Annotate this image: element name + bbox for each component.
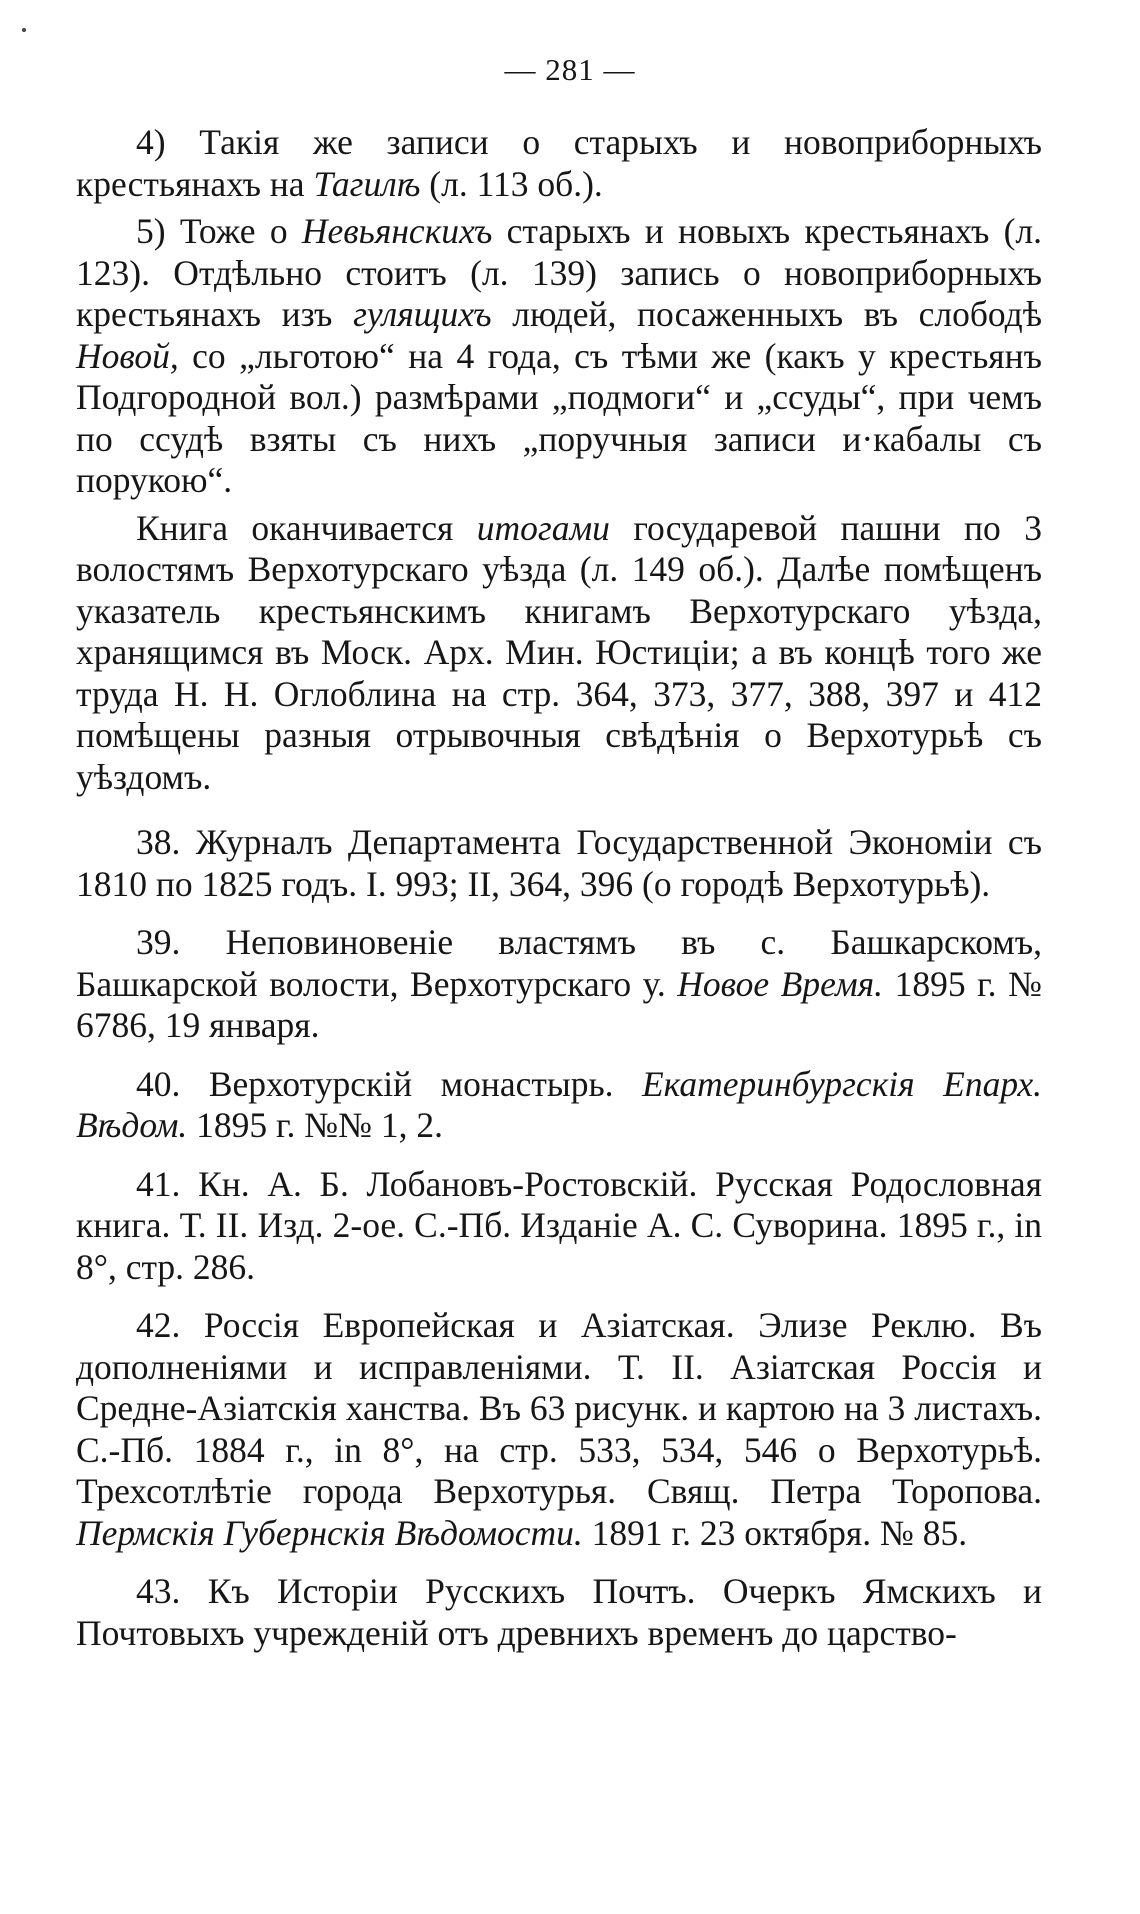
text-run: 41. Кн. А. Б. Лобановъ-Ростовскій. Русская Родословная книга. Т. II. Изд. 2-ое. С.-Пб. Изданіе А. С. Суворина. 1895 г., in 8°, стр. 286.: [76, 1163, 1042, 1287]
text-run: 43. Къ Исторіи Русскихъ Почтъ. Очеркъ Ямскихъ и Почтовыхъ учрежденій отъ древнихъ временъ до царство-: [76, 1571, 1042, 1653]
bibliography-entry-42: [76, 1305, 1042, 1554]
text-run: 1891 г. 23 октября. № 85.: [582, 1512, 968, 1553]
stray-ink-dot: [22, 28, 26, 32]
text-run: 4) Такія же записи о старыхъ и новоприборныхъ крестьянахъ на: [76, 122, 1042, 204]
paragraph-item-5: [76, 211, 1042, 502]
bibliography-entry-41: [76, 1164, 1042, 1289]
bibliography-entry-40: [76, 1064, 1042, 1147]
text-run: со „льготою“ на 4 года, съ тѣми же (какъ у крестьянъ Подгородной вол.) размѣрами „подмоги“ и „ссуды“, при чемъ по ссудѣ взяты съ нихъ „поручныя записи и·кабалы съ порукою“.: [76, 335, 1042, 500]
italic-source-title: Новое Время.: [677, 963, 884, 1004]
italic-place-name: Новой,: [76, 335, 179, 376]
italic-source-title: Пермскія Губернскія Вѣдомости.: [76, 1512, 583, 1553]
italic-term: гулящихъ: [353, 294, 492, 334]
italic-place-name: Невьянскихъ: [301, 211, 493, 251]
text-run: 39. Неповиновеніе властямъ въ с. Башкарскомъ, Башкарской волости, Верхотурскаго у.: [76, 922, 1042, 1004]
italic-term: итогами: [476, 507, 610, 548]
text-run: 42. Россія Европейская и Азіатская. Элизе Реклю. Въ дополненіями и исправленіями. Т. II. Азіатская Россія и Средне-Азіатскія ханства. Въ 63 рисунк. и картою на 3 листахъ. С.-Пб. 1884 г., in 8°, на стр. 533, 534, 546 о Верхотурьѣ. Трехсотлѣтіе города Верхотурья. Свящ. Петра Торопова.: [76, 1305, 1042, 1511]
italic-place-name: Тагилѣ: [313, 163, 421, 204]
text-run: 5) Тоже о: [136, 211, 302, 251]
text-run: людей, посаженныхъ въ слободѣ: [491, 294, 1042, 334]
text-run: Книга оканчивается: [136, 507, 477, 548]
bibliography-entry-38: [76, 822, 1042, 905]
text-run: 38. Журналъ Департамента Государственной Экономіи съ 1810 по 1825 годъ. I. 993; II, 364, 396 (о городѣ Верхотурьѣ).: [76, 822, 1042, 904]
bibliography-entry-43: [76, 1571, 1042, 1654]
page-number: — 281 —: [504, 52, 636, 87]
text-run: 1895 г. № 6786, 19 января.: [76, 963, 1042, 1045]
text-run: государевой пашни по 3 волостямъ Верхотурскаго уѣзда (л. 149 об.). Далѣе помѣщенъ указатель крестьянскимъ книгамъ Верхотурскаго уѣзда, хранящимся въ Моск. Арх. Мин. Юстиціи; а въ концѣ того же труда Н. Н. Оглоблина на стр. 364, 373, 377, 388, 397 и 412 помѣщены разныя отрывочныя свѣдѣнія о Верхотурьѣ съ уѣздомъ.: [76, 507, 1042, 797]
text-run: старыхъ и новыхъ крестьянахъ (л. 123). Отдѣльно стоитъ (л. 139) запись о новоприборныхъ крестьянахъ изъ: [76, 211, 1042, 334]
italic-source-title: Екатеринбургскія Епарх. Вѣдом.: [76, 1063, 1042, 1145]
paragraph-book-summary: [76, 508, 1042, 799]
page-body: [76, 122, 1042, 1654]
paragraph-item-4: [76, 122, 1042, 205]
bibliography-entry-39: [76, 922, 1042, 1047]
text-run: 40. Верхотурскій монастырь.: [136, 1063, 642, 1104]
text-run: 1895 г. №№ 1, 2.: [187, 1105, 444, 1145]
text-run: (л. 113 об.).: [420, 163, 603, 204]
